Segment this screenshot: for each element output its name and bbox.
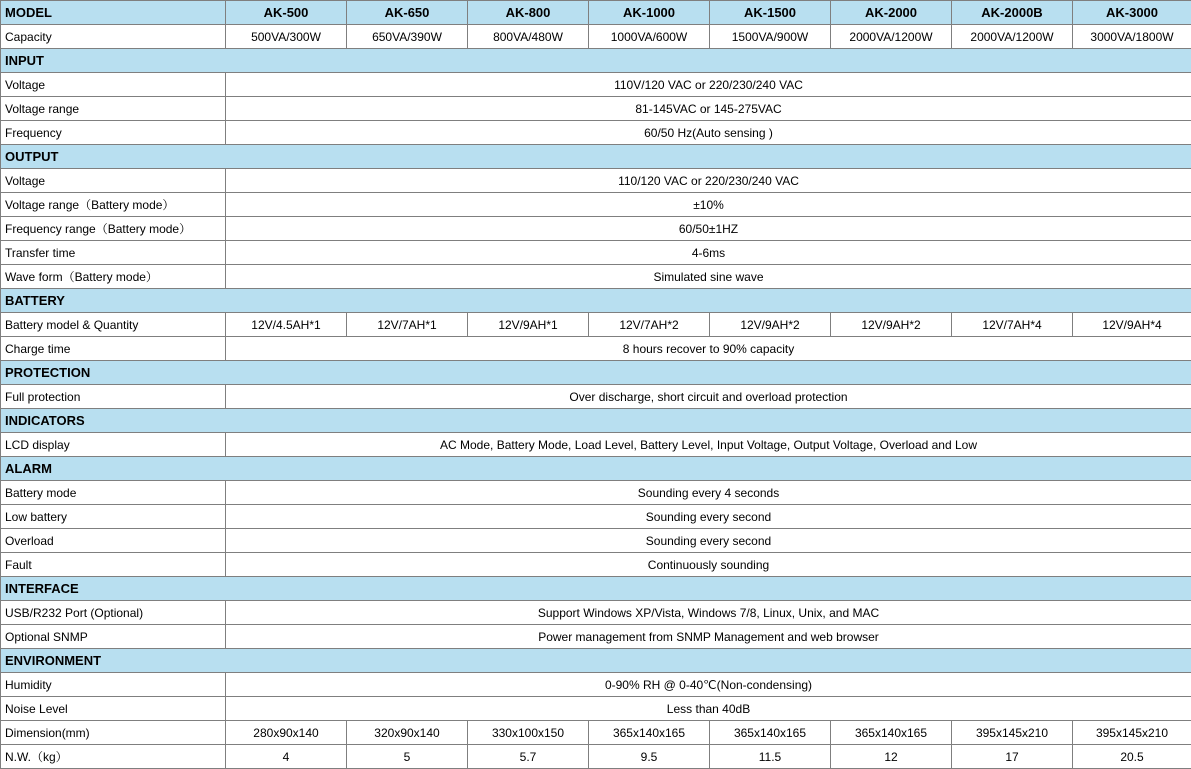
row-label: Humidity [1,673,226,697]
row-label: LCD display [1,433,226,457]
row-value-all-models: Support Windows XP/Vista, Windows 7/8, Linux, Unix, and MAC [226,601,1191,625]
column-header-model-6: AK-2000 [831,1,952,25]
row-label: Battery mode [1,481,226,505]
row-value-all-models: 81-145VAC or 145-275VAC [226,97,1191,121]
row-label: Voltage [1,73,226,97]
row-value: 395x145x210 [952,721,1073,745]
row-value-all-models: 4-6ms [226,241,1191,265]
row-label: Noise Level [1,697,226,721]
row-label: USB/R232 Port (Optional) [1,601,226,625]
row-label: Low battery [1,505,226,529]
row-value-all-models: 60/50 Hz(Auto sensing ) [226,121,1191,145]
table-row [1,505,1191,529]
section-title: OUTPUT [1,145,1191,169]
row-label: Optional SNMP [1,625,226,649]
row-value: 5.7 [468,745,589,769]
row-value: 20.5 [1073,745,1191,769]
row-label: Capacity [1,25,226,49]
section-title: ALARM [1,457,1191,481]
row-value-all-models: Power management from SNMP Management and web browser [226,625,1191,649]
table-row [1,169,1191,193]
table-row [1,217,1191,241]
table-row [1,241,1191,265]
row-label: Transfer time [1,241,226,265]
row-value: 800VA/480W [468,25,589,49]
table-row [1,73,1191,97]
table-row [1,481,1191,505]
table-row [1,337,1191,361]
column-header-model-2: AK-650 [347,1,468,25]
row-value-all-models: ±10% [226,193,1191,217]
row-value: 365x140x165 [710,721,831,745]
row-value: 12V/4.5AH*1 [226,313,347,337]
column-header-model-4: AK-1000 [589,1,710,25]
section-title: BATTERY [1,289,1191,313]
row-value-all-models: Continuously sounding [226,553,1191,577]
row-label: Battery model & Quantity [1,313,226,337]
row-value: 12V/7AH*4 [952,313,1073,337]
row-value-all-models: 110/120 VAC or 220/230/240 VAC [226,169,1191,193]
row-label: Charge time [1,337,226,361]
row-value-all-models: 60/50±1HZ [226,217,1191,241]
row-value: 12V/9AH*2 [831,313,952,337]
column-header-model-8: AK-3000 [1073,1,1191,25]
row-label: Fault [1,553,226,577]
row-value: 1000VA/600W [589,25,710,49]
row-value: 11.5 [710,745,831,769]
section-row [1,409,1191,433]
section-row [1,457,1191,481]
row-value: 2000VA/1200W [952,25,1073,49]
table-row [1,25,1191,49]
table-row [1,697,1191,721]
table-row [1,625,1191,649]
row-value-all-models: Over discharge, short circuit and overload protection [226,385,1191,409]
row-value: 12V/7AH*1 [347,313,468,337]
row-value: 280x90x140 [226,721,347,745]
row-label: Overload [1,529,226,553]
row-value: 9.5 [589,745,710,769]
table-row [1,313,1191,337]
row-value: 12 [831,745,952,769]
table-body [1,1,1191,769]
row-label: Wave form（Battery mode） [1,265,226,289]
row-label: N.W.（kg） [1,745,226,769]
table-row [1,385,1191,409]
row-value: 1500VA/900W [710,25,831,49]
row-label: Dimension(mm) [1,721,226,745]
column-header-model-1: AK-500 [226,1,347,25]
row-value: 320x90x140 [347,721,468,745]
row-value-all-models: 0-90% RH @ 0-40℃(Non-condensing) [226,673,1191,697]
row-value: 650VA/390W [347,25,468,49]
row-value: 365x140x165 [831,721,952,745]
row-value: 2000VA/1200W [831,25,952,49]
row-value: 12V/9AH*1 [468,313,589,337]
table-row [1,265,1191,289]
table-row [1,433,1191,457]
row-label: Frequency [1,121,226,145]
section-title: INTERFACE [1,577,1191,601]
row-value-all-models: Sounding every 4 seconds [226,481,1191,505]
table-row [1,721,1191,745]
table-row [1,553,1191,577]
section-title: INPUT [1,49,1191,73]
section-row [1,577,1191,601]
row-value-all-models: AC Mode, Battery Mode, Load Level, Battery Level, Input Voltage, Output Voltage, Overload and Low [226,433,1191,457]
row-value-all-models: Sounding every second [226,529,1191,553]
row-value: 395x145x210 [1073,721,1191,745]
row-label: Voltage [1,169,226,193]
table-header-row [1,1,1191,25]
row-value: 5 [347,745,468,769]
row-label: Frequency range（Battery mode） [1,217,226,241]
row-label: Voltage range（Battery mode） [1,193,226,217]
table-row [1,745,1191,769]
row-value: 365x140x165 [589,721,710,745]
column-header-model-7: AK-2000B [952,1,1073,25]
section-row [1,289,1191,313]
row-value-all-models: 8 hours recover to 90% capacity [226,337,1191,361]
table-row [1,529,1191,553]
row-value-all-models: Sounding every second [226,505,1191,529]
table-row [1,97,1191,121]
section-title: PROTECTION [1,361,1191,385]
row-value: 12V/9AH*2 [710,313,831,337]
row-value: 330x100x150 [468,721,589,745]
row-value: 3000VA/1800W [1073,25,1191,49]
row-label: Full protection [1,385,226,409]
table-row [1,121,1191,145]
section-title: ENVIRONMENT [1,649,1191,673]
row-value: 17 [952,745,1073,769]
row-value: 4 [226,745,347,769]
section-row [1,49,1191,73]
column-header-model: MODEL [1,1,226,25]
row-value-all-models: 110V/120 VAC or 220/230/240 VAC [226,73,1191,97]
column-header-model-3: AK-800 [468,1,589,25]
section-row [1,649,1191,673]
row-label: Voltage range [1,97,226,121]
section-row [1,361,1191,385]
section-title: INDICATORS [1,409,1191,433]
table-row [1,601,1191,625]
row-value: 12V/7AH*2 [589,313,710,337]
row-value: 500VA/300W [226,25,347,49]
row-value-all-models: Less than 40dB [226,697,1191,721]
table-row [1,193,1191,217]
section-row [1,145,1191,169]
row-value-all-models: Simulated sine wave [226,265,1191,289]
column-header-model-5: AK-1500 [710,1,831,25]
row-value: 12V/9AH*4 [1073,313,1191,337]
table-row [1,673,1191,697]
